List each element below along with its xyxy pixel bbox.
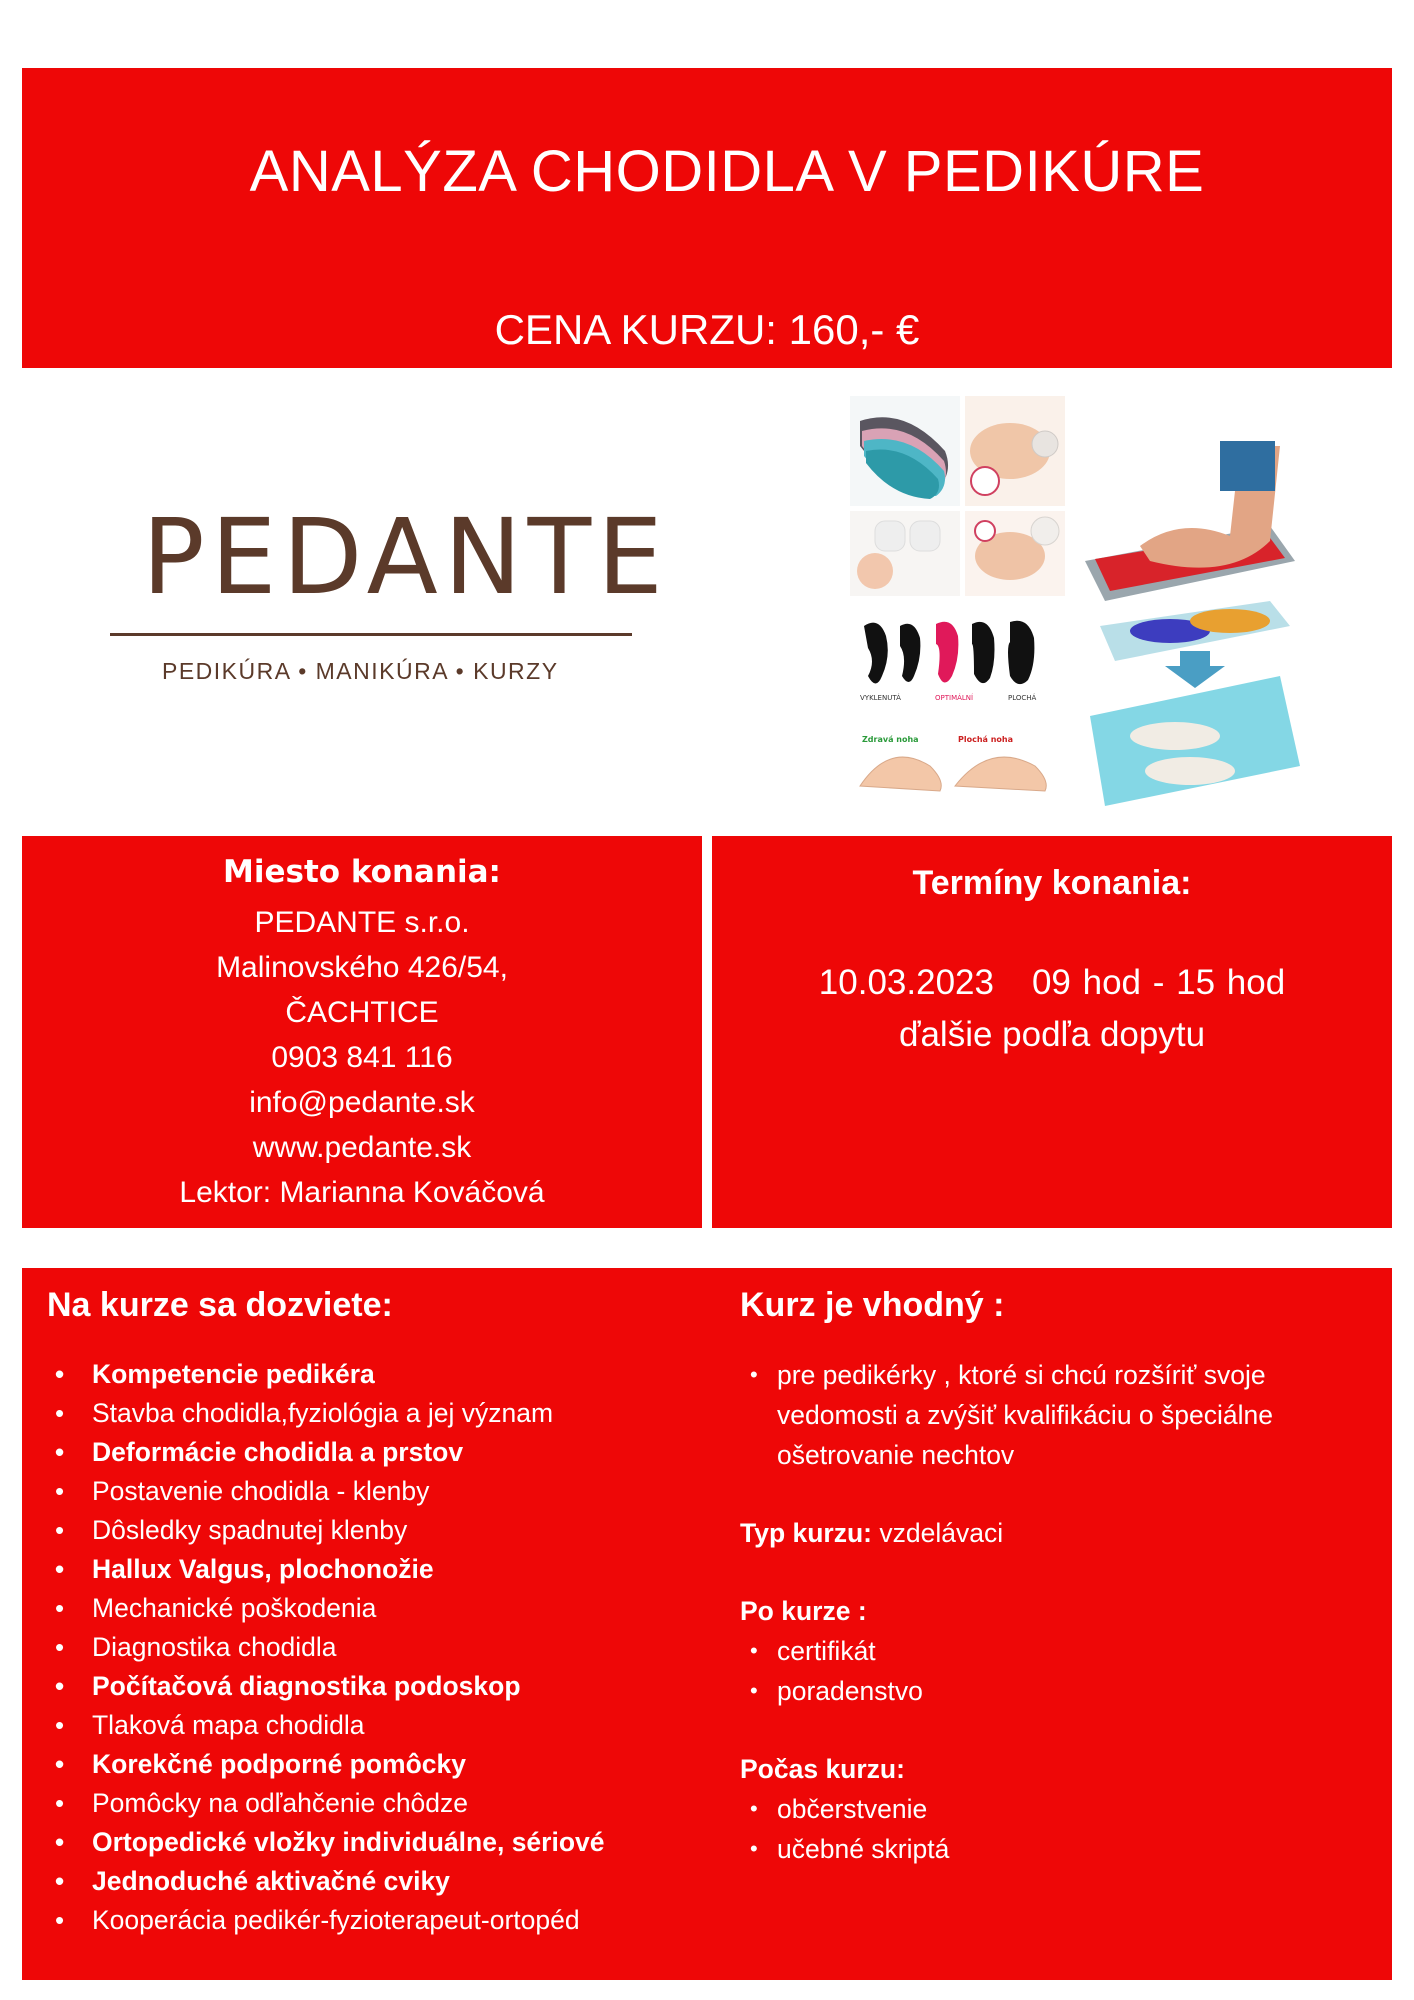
list-item: • Tlaková mapa chodidla	[47, 1706, 687, 1745]
learn-column	[47, 1286, 687, 1940]
header-banner	[22, 68, 1392, 368]
venue-street: Malinovského 426/54,	[216, 951, 508, 984]
dates-more: ďalšie podľa dopytu	[898, 1015, 1206, 1054]
label-plocha-noha: Plochá noha	[958, 735, 1014, 744]
suitable-list	[740, 1355, 1360, 1475]
course-type-label: Typ kurzu:	[740, 1518, 873, 1548]
logo-divider	[110, 633, 632, 636]
list-item: • Dôsledky spadnutej klenby	[47, 1511, 687, 1550]
label-vyklenuta: VYKLENUTÁ	[860, 694, 901, 702]
list-item: • Hallux Valgus, plochonožie	[47, 1550, 687, 1589]
list-item: • Kompetencie pedikéra	[47, 1355, 687, 1394]
dates-box	[712, 836, 1392, 1228]
list-item: • Jednoduché aktivačné cviky	[47, 1862, 687, 1901]
learn-list	[47, 1355, 687, 1940]
suitable-column	[740, 1286, 1360, 1869]
foot-analysis-collage	[850, 396, 1305, 808]
venue-heading: Miesto konania:	[223, 854, 501, 890]
list-item: • Mechanické poškodenia	[47, 1589, 687, 1628]
course-type	[740, 1513, 1360, 1553]
venue-email[interactable]: info@pedante.sk	[249, 1086, 475, 1119]
list-item: • Ortopedické vložky individuálne, sériové	[47, 1823, 687, 1862]
list-item: • Počítačová diagnostika podoskop	[47, 1667, 687, 1706]
list-item: • Postavenie chodidla - klenby	[47, 1472, 687, 1511]
course-date: 10.03.2023	[818, 963, 994, 1002]
suitable-item: • pre pedikérky , ktoré si chcú rozšíriť svoje vedomosti a zvýšiť kvalifikáciu o špeciálne ošetrovanie nechtov	[740, 1355, 1360, 1475]
logo-tagline: PEDIKÚRA • MANIKÚRA • KURZY	[162, 658, 559, 684]
venue-box	[22, 836, 702, 1228]
list-item: • Kooperácia pedikér-fyzioterapeut-ortopéd	[47, 1901, 687, 1940]
footprints-image	[850, 601, 1055, 711]
pedante-logo	[110, 496, 669, 695]
list-item: • Korekčné podporné pomôcky	[47, 1745, 687, 1784]
list-item: • Diagnostika chodidla	[47, 1628, 687, 1667]
course-title: ANALÝZA CHODIDLA V PEDIKÚRE	[249, 139, 1205, 204]
insoles-image	[850, 396, 960, 506]
list-item: • občerstvenie	[740, 1789, 1360, 1829]
toe-spreader-image	[965, 396, 1065, 506]
venue-web[interactable]: www.pedante.sk	[252, 1131, 472, 1164]
list-item: • poradenstvo	[740, 1671, 1360, 1711]
dates-line	[712, 963, 1392, 1003]
venue-phone[interactable]: 0903 841 116	[271, 1041, 453, 1074]
label-plocha: PLOCHÁ	[1008, 694, 1037, 702]
toe-separator-image	[965, 511, 1065, 596]
venue-city: ČACHTICE	[285, 996, 439, 1029]
venue-lecturer: Lektor: Marianna Kováčová	[179, 1176, 545, 1209]
course-type-value: vzdelávaci	[872, 1518, 1004, 1548]
course-details	[22, 1268, 1392, 1980]
logo-wordmark: PEDANTE	[142, 496, 669, 618]
podoscope-image	[1072, 436, 1304, 806]
list-item: • certifikát	[740, 1631, 1360, 1671]
dates-heading: Termíny konania:	[912, 864, 1192, 902]
list-item: • Pomôcky na odľahčenie chôdze	[47, 1784, 687, 1823]
after-course-list	[740, 1631, 1360, 1711]
suitable-heading: Kurz je vhodný :	[740, 1286, 1005, 1324]
label-zdrava-noha: Zdravá noha	[862, 735, 919, 744]
learn-heading: Na kurze sa dozviete:	[47, 1286, 393, 1324]
during-course-label: Počas kurzu:	[740, 1754, 905, 1784]
after-course-label: Po kurze :	[740, 1596, 867, 1626]
arch-comparison-image	[850, 716, 1055, 806]
list-item: • Deformácie chodidla a prstov	[47, 1433, 687, 1472]
venue-company: PEDANTE s.r.o.	[254, 906, 470, 939]
list-item: • Stavba chodidla,fyziológia a jej význam	[47, 1394, 687, 1433]
course-price: CENA KURZU: 160,- €	[494, 306, 920, 353]
course-time: 09 hod - 15 hod	[1031, 963, 1286, 1002]
gel-pads-image	[850, 511, 960, 596]
list-item: • učebné skriptá	[740, 1829, 1360, 1869]
during-course-list	[740, 1789, 1360, 1869]
label-optimalni: OPTIMÁLNÍ	[935, 694, 974, 702]
